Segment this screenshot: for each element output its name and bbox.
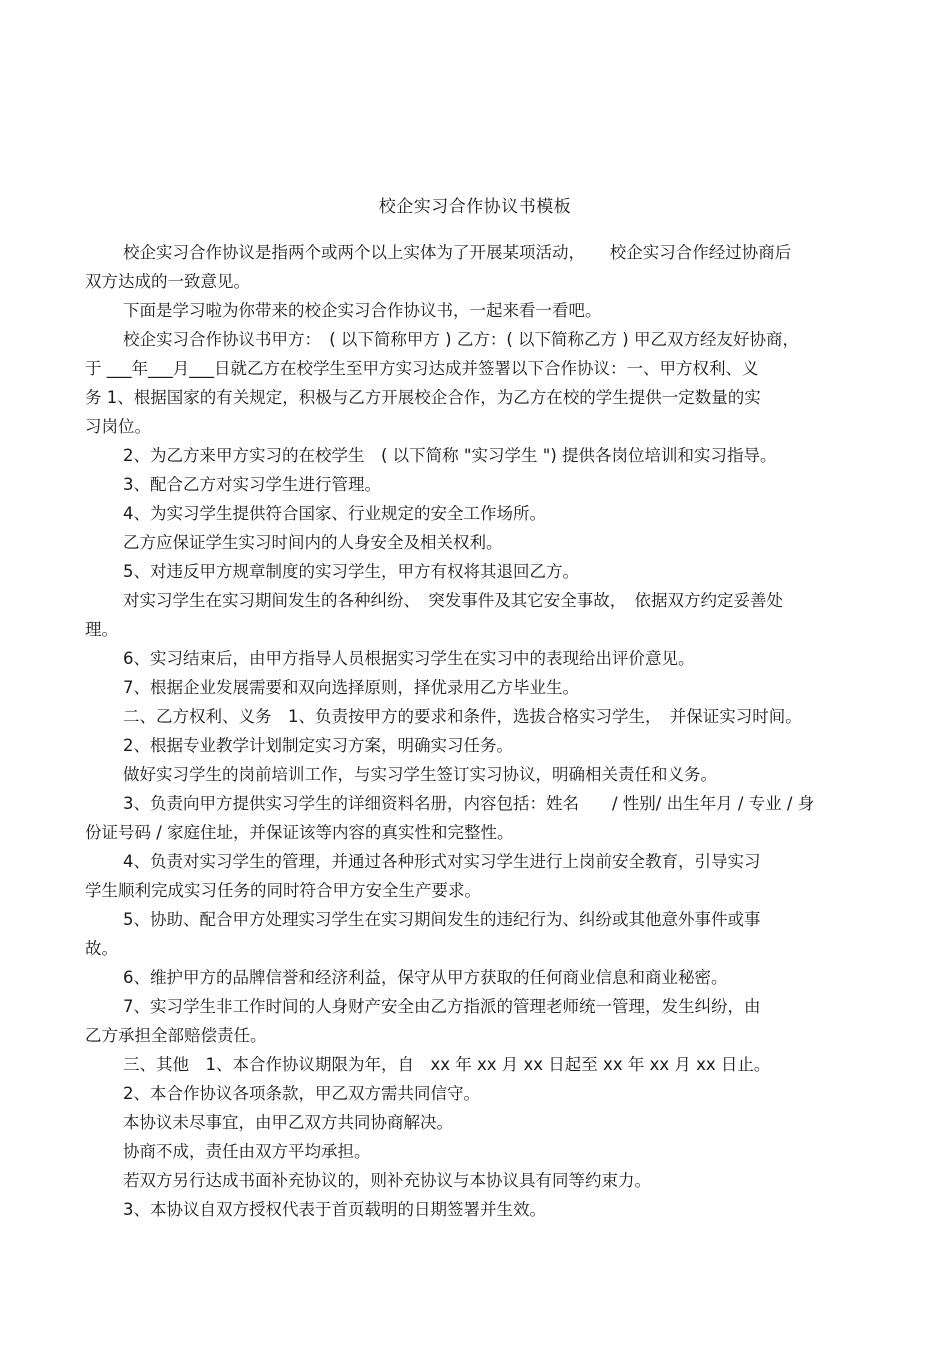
body-line: 对实习学生在实习期间发生的各种纠纷、 突发事件及其它安全事故， 依据双方约定妥善处	[123, 591, 783, 610]
body-line: 乙方应保证学生实习时间内的人身安全及相关权利。	[123, 533, 503, 552]
body-line: 5、对违反甲方规章制度的实习学生，甲方有权将其退回乙方。	[123, 562, 579, 581]
body-line: 协商不成，责任由双方平均承担。	[123, 1142, 371, 1161]
body-line: 4、负责对实习学生的管理，并通过各种形式对实习学生进行上岗前安全教育，引导实习	[123, 852, 761, 871]
body-line: 7、根据企业发展需要和双向选择原则，择优录用乙方毕业生。	[123, 678, 579, 697]
body-line: 2、为乙方来甲方实习的在校学生 ( 以下简称 "实习学生 ") 提供各岗位培训和实习指导。	[123, 446, 777, 465]
body-line: 若双方另行达成书面补充协议的，则补充协议与本协议具有同等约束力。	[123, 1171, 651, 1190]
body-line: 务 1、根据国家的有关规定，积极与乙方开展校企合作，为乙方在校的学生提供一定数量的实	[85, 388, 761, 407]
body-line: 三、其他 1、本合作协议期限为年，自 xx 年 xx 月 xx 日起至 xx 年 xx 月 xx 日止。	[123, 1055, 771, 1074]
body-line: 3、负责向甲方提供实习学生的详细资料名册，内容包括：姓名 / 性别/ 出生年月 / 专业 / 身	[123, 794, 815, 813]
body-line: 双方达成的一致意见。	[85, 272, 250, 291]
body-line: 3、本协议自双方授权代表于首页载明的日期签署并生效。	[123, 1200, 546, 1219]
body-line: 3、配合乙方对实习学生进行管理。	[123, 475, 381, 494]
body-line: 7、实习学生非工作时间的人身财产安全由乙方指派的管理老师统一管理，发生纠纷，由	[123, 997, 761, 1016]
body-line: 学生顺利完成实习任务的同时符合甲方安全生产要求。	[85, 881, 481, 900]
body-line: 乙方承担全部赔偿责任。	[85, 1026, 267, 1045]
body-line: 二、乙方权利、义务 1、负责按甲方的要求和条件，选拔合格实习学生， 并保证实习时间。	[123, 707, 802, 726]
body-line: 5、协助、配合甲方处理实习学生在实习期间发生的违纪行为、纠纷或其他意外事件或事	[123, 910, 761, 929]
body-line: 2、根据专业教学计划制定实习方案，明确实习任务。	[123, 736, 513, 755]
body-line: 本协议未尽事宜，由甲乙双方共同协商解决。	[123, 1113, 453, 1132]
body-line: 校企实习合作协议书甲方： ( 以下简称甲方 ) 乙方：( 以下简称乙方 ) 甲乙双方经友好协商，	[123, 330, 799, 349]
body-line: 4、为实习学生提供符合国家、行业规定的安全工作场所。	[123, 504, 546, 523]
body-line: 理。	[85, 620, 118, 639]
body-line: 做好实习学生的岗前培训工作，与实习学生签订实习协议，明确相关责任和义务。	[123, 765, 717, 784]
document-title: 校企实习合作协议书模板	[378, 197, 572, 217]
body-line: 校企实习合作协议是指两个或两个以上实体为了开展某项活动， 校企实习合作经过协商后	[123, 243, 792, 262]
body-line: 2、本合作协议各项条款，甲乙双方需共同信守。	[123, 1084, 480, 1103]
body-line: 6、实习结束后，由甲方指导人员根据实习学生在实习中的表现给出评价意见。	[123, 649, 695, 668]
body-line: 下面是学习啦为你带来的校企实习合作协议书，一起来看一看吧。	[123, 301, 602, 320]
body-line: 份证号码 / 家庭住址，并保证该等内容的真实性和完整性。	[85, 823, 514, 842]
body-line: 故。	[85, 939, 118, 958]
body-line: 于 ___年___月___日就乙方在校学生至甲方实习达成并签署以下合作协议：一、甲方权利、义	[85, 359, 759, 378]
body-line: 6、维护甲方的品牌信誉和经济利益，保守从甲方获取的任何商业信息和商业秘密。	[123, 968, 728, 987]
document-body	[85, 238, 875, 1224]
body-line: 习岗位。	[85, 417, 151, 436]
